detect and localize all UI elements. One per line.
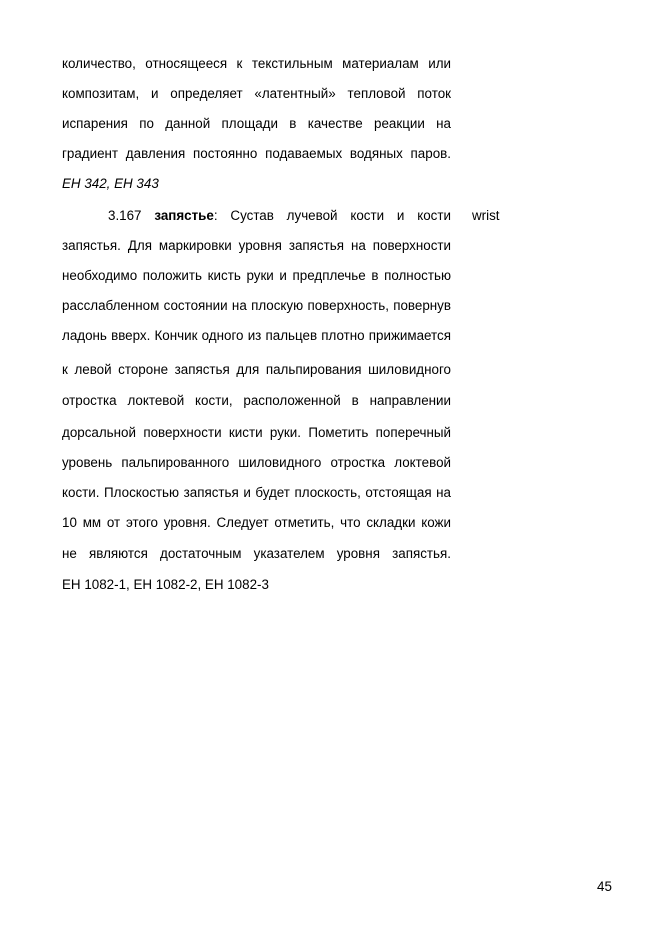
entry-line: дорсальной поверхности кисти руки. Пометить поперечный (62, 425, 451, 440)
entry-number: 3.167 (108, 208, 142, 223)
entry-line: к левой стороне запястья для пальпирования шиловидного (62, 362, 451, 377)
entry-line: 10 мм от этого уровня. Следует отметить, что складки кожи (62, 515, 451, 530)
paragraph1-reference: ЕН 342, ЕН 343 (62, 176, 159, 191)
entry-line: расслабленном состоянии на плоскую поверхность, повернув (62, 298, 451, 313)
entry-line: кости. Плоскостью запястья и будет плоскость, отстоящая на (62, 485, 451, 500)
paragraph1-line: испарения по данной площади в качестве реакции на (62, 116, 451, 131)
entry-line: запястья. Для маркировки уровня запястья на поверхности (62, 238, 451, 253)
entry-line: необходимо положить кисть руки и предплечье в полностью (62, 268, 451, 283)
entry-reference: ЕН 1082-1, ЕН 1082-2, ЕН 1082-3 (62, 577, 269, 592)
entry-first-line-rest: : Сустав лучевой кости и кости (213, 208, 451, 223)
paragraph1-line: градиент давления постоянно подаваемых водяных паров. (62, 146, 451, 161)
entry-line: отростка локтевой кости, расположенной в направлении (62, 393, 451, 408)
entry-line: уровень пальпированного шиловидного отростка локтевой (62, 455, 451, 470)
entry-line: не являются достаточным указателем уровня запястья. (62, 546, 451, 561)
paragraph1-line: композитам, и определяет «латентный» тепловой поток (62, 86, 451, 101)
paragraph1-line: количество, относящееся к текстильным материалам или (62, 56, 451, 71)
entry-term: запястье (154, 208, 214, 223)
page-number: 45 (597, 879, 612, 894)
entry-line: ладонь вверх. Кончик одного из пальцев плотно прижимается (62, 328, 451, 343)
english-term: wrist (472, 208, 500, 223)
entry-first-line (108, 206, 451, 226)
